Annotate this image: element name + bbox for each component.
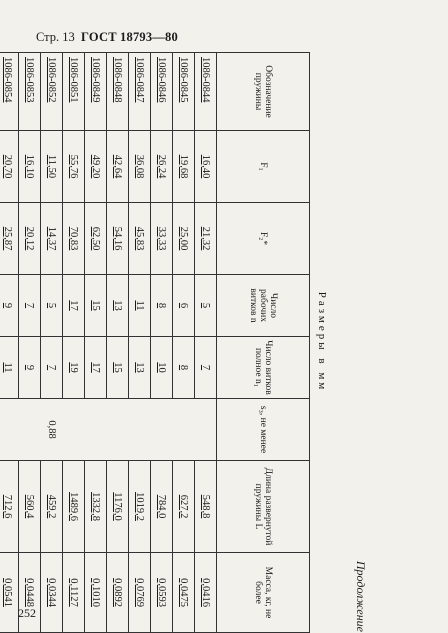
table-cell: 15 [107,337,129,399]
continuation-label: Продолжение [354,560,368,632]
table-cell: 14,37 [41,203,63,275]
table-cell: 1086-0846 [151,53,173,131]
table-row [107,53,129,633]
table-cell: 459,2 [41,461,63,553]
table-cell: 49,20 [85,131,107,203]
table-cell: 548,8 [195,461,217,553]
table-cell: 1019,2 [129,461,151,553]
table-cell: 36,08 [129,131,151,203]
table-cell: 62,50 [85,203,107,275]
page-header [36,30,178,45]
table-cell: 11,50 [41,131,63,203]
column-header: Число рабочих витков n [217,275,310,337]
table-cell: 42,64 [107,131,129,203]
table-cell: 13 [107,275,129,337]
table-cell: 560,4 [19,461,41,553]
table-cell: 0,0892 [107,553,129,633]
table-cell: 5 [195,275,217,337]
table-cell: 21,32 [195,203,217,275]
table-cell: 784,0 [151,461,173,553]
table-cell: 11 [129,275,151,337]
table-cell: 1086-0848 [107,53,129,131]
table-cell: 25,87 [0,203,19,275]
table-cell: 13 [129,337,151,399]
column-header: Масса, кг, не более [217,553,310,633]
table-cell: 26,24 [151,131,173,203]
table-caption: Размеры в мм [316,291,328,393]
table-cell: 6 [173,275,195,337]
table-row [195,53,217,633]
table-cell: 25,00 [173,203,195,275]
column-header: s₃, не менее [217,399,310,461]
column-header: F₂* [217,203,310,275]
table-row [151,53,173,633]
column-header: Обозначение пружины [217,53,310,131]
table-cell: 33,33 [151,203,173,275]
table-row [129,53,151,633]
springs-table [0,52,310,633]
table-row [19,53,41,633]
table-cell: 1086-0849 [85,53,107,131]
table-cell: 17 [85,337,107,399]
table-cell: 45,83 [129,203,151,275]
table-cell: 9 [19,337,41,399]
table-cell: 5 [41,275,63,337]
table-cell: 1086-0851 [63,53,85,131]
table-cell: 1086-0844 [195,53,217,131]
table-cell: 54,16 [107,203,129,275]
table-cell: 1176,0 [107,461,129,553]
s3-group-value: 0,88 [0,399,217,461]
table-cell: 7 [19,275,41,337]
table-cell: 20,12 [19,203,41,275]
table-cell: 0,0344 [41,553,63,633]
table-cell: 0,0448 [19,553,41,633]
column-header: Длина развернутой пружины L [217,461,310,553]
table-cell: 55,76 [63,131,85,203]
table-cell: 1086-0845 [173,53,195,131]
page-label: Стр. 13 [36,30,75,44]
table-cell: 712,6 [0,461,19,553]
table-cell: 0,0593 [151,553,173,633]
table-cell: 1086-0854 [0,53,19,131]
table-cell: 0,1010 [85,553,107,633]
table-cell: 70,83 [63,203,85,275]
table-cell: 19 [63,337,85,399]
page-number: 252 [18,606,36,620]
table-cell: 7 [195,337,217,399]
table-row [173,53,195,633]
table-row [41,53,63,633]
table-row [63,53,85,633]
table-cell: 11 [0,337,19,399]
table-cell: 9 [0,275,19,337]
standard-code: ГОСТ 18793—80 [81,30,178,44]
table-cell: 1086-0853 [19,53,41,131]
table-row [85,53,107,633]
table-cell: 627,2 [173,461,195,553]
table-cell: 1086-0847 [129,53,151,131]
table-cell: 15 [85,275,107,337]
column-header: Число витков полное n₁ [217,337,310,399]
table-row [0,53,19,633]
table-cell: 8 [151,275,173,337]
table-cell: 8 [173,337,195,399]
table-cell: 20,70 [0,131,19,203]
table-cell: 16,10 [19,131,41,203]
table-cell: 1489,6 [63,461,85,553]
table-cell: 10 [151,337,173,399]
table-cell: 0,0769 [129,553,151,633]
table-cell: 0,0541 [0,553,19,633]
column-header: F₁ [217,131,310,203]
table-cell: 1086-0852 [41,53,63,131]
table-cell: 17 [63,275,85,337]
table-cell: 0,1127 [63,553,85,633]
table-cell: 7 [41,337,63,399]
table-cell: 0,0475 [173,553,195,633]
table-cell: 16,40 [195,131,217,203]
table-cell: 0,0416 [195,553,217,633]
table-body [0,53,217,633]
header-row [217,53,310,633]
table-cell: 1332,8 [85,461,107,553]
table-cell: 19,68 [173,131,195,203]
